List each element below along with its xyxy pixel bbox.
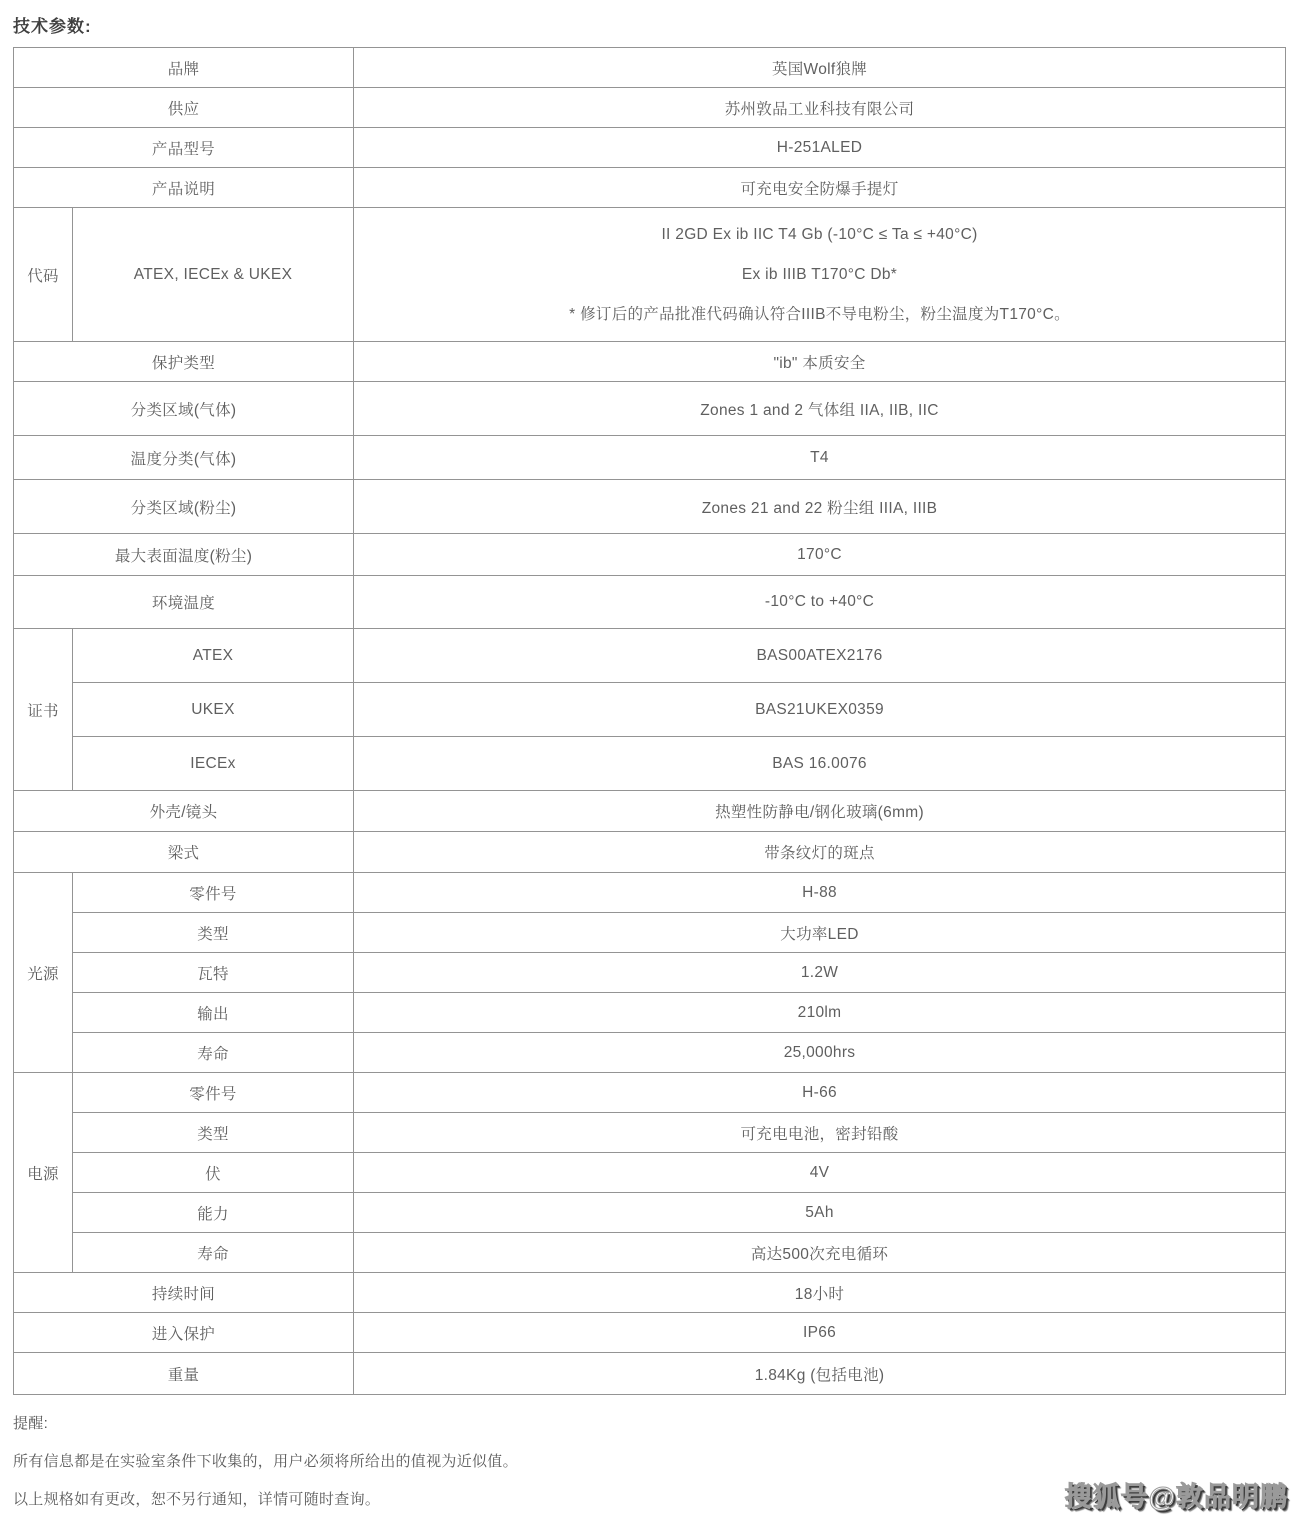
spec-label: 产品说明 (14, 168, 354, 208)
spec-label: 类型 (73, 1113, 354, 1153)
spec-value: 可充电电池，密封铅酸 (354, 1113, 1286, 1153)
table-row (14, 382, 1286, 436)
spec-label: 类型 (73, 913, 354, 953)
spec-value: IP66 (354, 1313, 1286, 1353)
watermark-sohu-account: 搜狐号@敦品明鹏 (1064, 1482, 1288, 1512)
table-row (14, 1113, 1286, 1153)
spec-label: UKEX (73, 683, 354, 737)
table-row (14, 1153, 1286, 1193)
table-row (14, 791, 1286, 832)
spec-label: 产品型号 (14, 128, 354, 168)
table-row (14, 953, 1286, 993)
table-row (14, 737, 1286, 791)
spec-value: 高达500次充电循环 (354, 1233, 1286, 1273)
spec-value: 热塑性防静电/钢化玻璃(6mm) (354, 791, 1286, 832)
spec-label: 寿命 (73, 1233, 354, 1273)
spec-label: 温度分类(气体) (14, 436, 354, 480)
spec-value: 170°C (354, 534, 1286, 576)
spec-value: "ib" 本质安全 (354, 342, 1286, 382)
spec-value: -10°C to +40°C (354, 576, 1286, 629)
table-row (14, 1353, 1286, 1395)
spec-label: 瓦特 (73, 953, 354, 993)
spec-label: 伏 (73, 1153, 354, 1193)
footer-note-line: 以上规格如有更改，恕不另行通知，详情可随时查询。 (13, 1491, 381, 1508)
spec-label: 品牌 (14, 48, 354, 88)
table-row (14, 1073, 1286, 1113)
spec-value: BAS 16.0076 (354, 737, 1286, 791)
table-row (14, 534, 1286, 576)
table-row (14, 993, 1286, 1033)
table-row (14, 480, 1286, 534)
spec-value (354, 208, 1286, 342)
spec-value: H-66 (354, 1073, 1286, 1113)
spec-value-line: II 2GD Ex ib IIC T4 Gb (-10°C ≤ Ta ≤ +40°C) (661, 225, 978, 243)
spec-table (13, 47, 1286, 1395)
spec-value: BAS21UKEX0359 (354, 683, 1286, 737)
spec-value: BAS00ATEX2176 (354, 629, 1286, 683)
table-row (14, 342, 1286, 382)
page-title: 技术参数: (13, 17, 92, 36)
spec-value: 4V (354, 1153, 1286, 1193)
table-row (14, 168, 1286, 208)
table-row (14, 208, 1286, 342)
spec-label: 保护类型 (14, 342, 354, 382)
footer-note-line: 所有信息都是在实验室条件下收集的，用户必须将所给出的值视为近似值。 (13, 1453, 518, 1470)
table-row (14, 1193, 1286, 1233)
spec-value: 18小时 (354, 1273, 1286, 1313)
spec-value-line: Ex ib IIIB T170°C Db* (741, 265, 898, 283)
spec-group: 代码 (14, 208, 73, 342)
table-row (14, 1233, 1286, 1273)
spec-label: 寿命 (73, 1033, 354, 1073)
table-row (14, 913, 1286, 953)
spec-value: 210lm (354, 993, 1286, 1033)
table-row (14, 576, 1286, 629)
spec-value: Zones 21 and 22 粉尘组 IIIA, IIIB (354, 480, 1286, 534)
spec-label: 环境温度 (14, 576, 354, 629)
spec-value: 英国Wolf狼牌 (354, 48, 1286, 88)
spec-label: 零件号 (73, 1073, 354, 1113)
spec-label: 零件号 (73, 873, 354, 913)
spec-value-line: * 修订后的产品批准代码确认符合IIIB不导电粉尘，粉尘温度为T170°C。 (569, 305, 1070, 323)
table-row (14, 128, 1286, 168)
spec-label: 供应 (14, 88, 354, 128)
table-row (14, 1313, 1286, 1353)
spec-value: 苏州敦品工业科技有限公司 (354, 88, 1286, 128)
table-row (14, 1033, 1286, 1073)
table-row (14, 873, 1286, 913)
spec-label: IECEx (73, 737, 354, 791)
spec-label: 重量 (14, 1353, 354, 1395)
table-row (14, 832, 1286, 873)
spec-label: 分类区域(粉尘) (14, 480, 354, 534)
spec-label: 进入保护 (14, 1313, 354, 1353)
spec-label: 输出 (73, 993, 354, 1033)
table-row (14, 1273, 1286, 1313)
spec-value: H-251ALED (354, 128, 1286, 168)
spec-group: 电源 (14, 1073, 73, 1273)
spec-label: 持续时间 (14, 1273, 354, 1313)
spec-group: 证书 (14, 629, 73, 791)
spec-value: 带条纹灯的斑点 (354, 832, 1286, 873)
spec-label: 能力 (73, 1193, 354, 1233)
spec-label: 最大表面温度(粉尘) (14, 534, 354, 576)
footer-reminder-heading: 提醒: (13, 1415, 49, 1432)
table-row (14, 436, 1286, 480)
spec-value: 5Ah (354, 1193, 1286, 1233)
spec-group: 光源 (14, 873, 73, 1073)
spec-label: 梁式 (14, 832, 354, 873)
spec-value: 1.84Kg (包括电池) (354, 1353, 1286, 1395)
spec-value: 1.2W (354, 953, 1286, 993)
spec-value: T4 (354, 436, 1286, 480)
table-row (14, 683, 1286, 737)
spec-value: 大功率LED (354, 913, 1286, 953)
spec-value: Zones 1 and 2 气体组 IIA, IIB, IIC (354, 382, 1286, 436)
spec-label: 外壳/镜头 (14, 791, 354, 832)
table-row (14, 629, 1286, 683)
spec-label: ATEX (73, 629, 354, 683)
spec-value: 25,000hrs (354, 1033, 1286, 1073)
spec-value: H-88 (354, 873, 1286, 913)
table-row (14, 48, 1286, 88)
spec-value: 可充电安全防爆手提灯 (354, 168, 1286, 208)
spec-label: 分类区域(气体) (14, 382, 354, 436)
spec-label: ATEX, IECEx & UKEX (73, 208, 354, 342)
table-row (14, 88, 1286, 128)
